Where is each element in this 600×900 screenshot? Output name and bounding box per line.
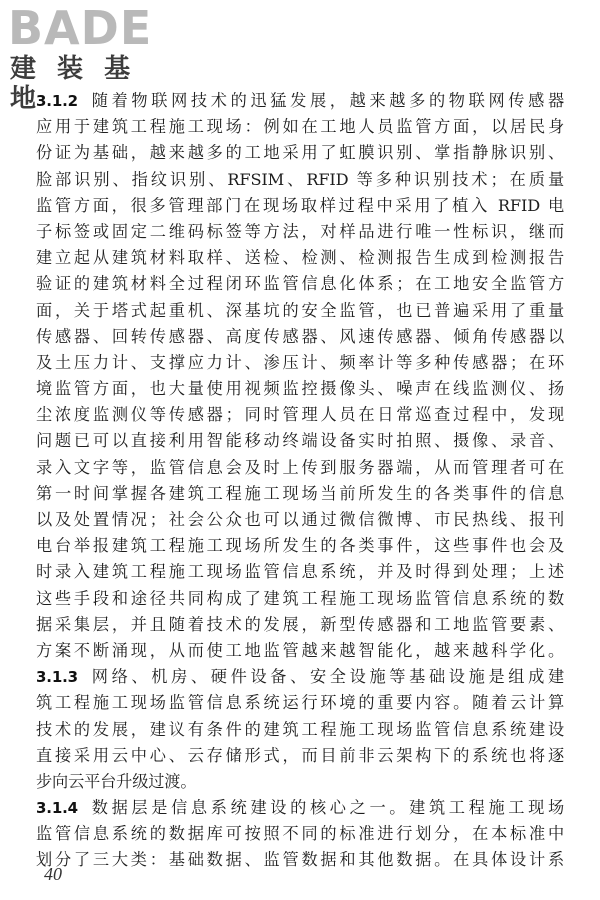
section-3-1-3-line: 筑工程施工现场监管信息系统运行环境的重要内容。随着云计算 <box>36 693 564 713</box>
section-3-1-2-line: 录入文字等，监管信息会及时上传到服务器端，从而管理者可在 <box>36 457 564 477</box>
section-3-1-2-line: 份证为基础，越来越多的工地采用了虹膜识别、掌指静脉识别、 <box>36 143 564 163</box>
section-3-1-2-line: 第一时间掌握各建筑工程施工现场当前所发生的各类事件的信息 <box>36 483 564 503</box>
section-3-1-2-line: 应用于建筑工程施工现场：例如在工地人员监管方面，以居民身 <box>36 117 564 137</box>
section-3-1-3-line: 3.1.3 网络、机房、硬件设备、安全设施等基础设施是组成建 <box>36 667 564 687</box>
section-3-1-2-line: 3.1.2 随着物联网技术的迅猛发展，越来越多的物联网传感器 <box>36 91 564 110</box>
section-3-1-2-line: 方案不断涌现，从而使工地监管越来越智能化，越来越科学化。 <box>36 640 564 660</box>
section-3-1-3-line: 步向云平台升级过渡。 <box>36 771 197 791</box>
section-number: 3.1.4 <box>36 799 78 818</box>
section-3-1-2-line: 监管方面，很多管理部门在现场取样过程中采用了植入 RFID 电 <box>36 195 564 215</box>
section-3-1-2-line: 传感器、回转传感器、高度传感器、风速传感器、倾角传感器以 <box>36 326 564 346</box>
section-3-1-2-line: 以及处置情况；社会公众也可以通过微信微博、市民热线、报刊 <box>36 510 564 529</box>
section-3-1-4-line: 监管信息系统的数据库可按照不同的标准进行划分，在本标准中 <box>36 824 564 844</box>
section-3-1-2-line: 尘浓度监测仪等传感器；同时管理人员在日常巡查过程中，发现 <box>36 405 564 425</box>
section-number: 3.1.3 <box>36 668 78 687</box>
section-3-1-2-line: 面，关于塔式起重机、深基坑的安全监管，也已普遍采用了重量 <box>36 300 564 320</box>
section-3-1-2-line: 建立起从建筑材料取样、送检、检测、检测报告生成到检测报告 <box>36 248 564 268</box>
section-3-1-4-line: 3.1.4 数据层是信息系统建设的核心之一。建筑工程施工现场 <box>36 798 564 818</box>
section-3-1-3-line: 直接采用云中心、云存储形式，而目前非云架构下的系统也将逐 <box>36 745 564 765</box>
section-3-1-2-line: 时录入建筑工程施工现场监管信息系统，并及时得到处理；上述 <box>36 562 564 582</box>
section-3-1-2-line: 这些手段和途径共同构成了建筑工程施工现场监管信息系统的数 <box>36 588 564 608</box>
logo-wordmark: BADE <box>8 1 153 55</box>
body-text <box>36 88 564 874</box>
section-3-1-2-line: 子标签或固定二维码标签等方法，对样品进行唯一性标识，继而 <box>36 221 564 241</box>
section-number: 3.1.2 <box>36 92 78 110</box>
section-3-1-3-line: 技术的发展，建议有条件的建筑工程施工现场监管信息系统建设 <box>36 719 564 739</box>
page-number: 40 <box>44 864 62 884</box>
section-3-1-4-line: 划分了三大类：基础数据、监管数据和其他数据。在具体设计系 <box>36 850 564 870</box>
section-3-1-2-line: 验证的建筑材料全过程闭环监管信息化体系；在工地安全监管方 <box>36 274 564 294</box>
logo-chinese-name: 建 装 基 地 <box>10 54 137 114</box>
section-3-1-2-line: 脸部识别、指纹识别、RFSIM、RFID 等多种识别技术；在质量 <box>36 169 564 189</box>
section-3-1-2-line: 电台举报建筑工程施工现场所发生的各类事件，这些事件也会及 <box>36 536 564 556</box>
section-3-1-2-line: 境监管方面，也大量使用视频监控摄像头、噪声在线监测仪、扬 <box>36 379 564 399</box>
section-3-1-2-line: 据采集层，并且随着技术的发展，新型传感器和工地监管要素、 <box>36 614 564 634</box>
section-3-1-2-line: 问题已可以直接利用智能移动终端设备实时拍照、摄像、录音、 <box>36 431 564 451</box>
section-3-1-2-line: 及土压力计、支撑应力计、渗压计、频率计等多种传感器；在环 <box>36 352 564 372</box>
